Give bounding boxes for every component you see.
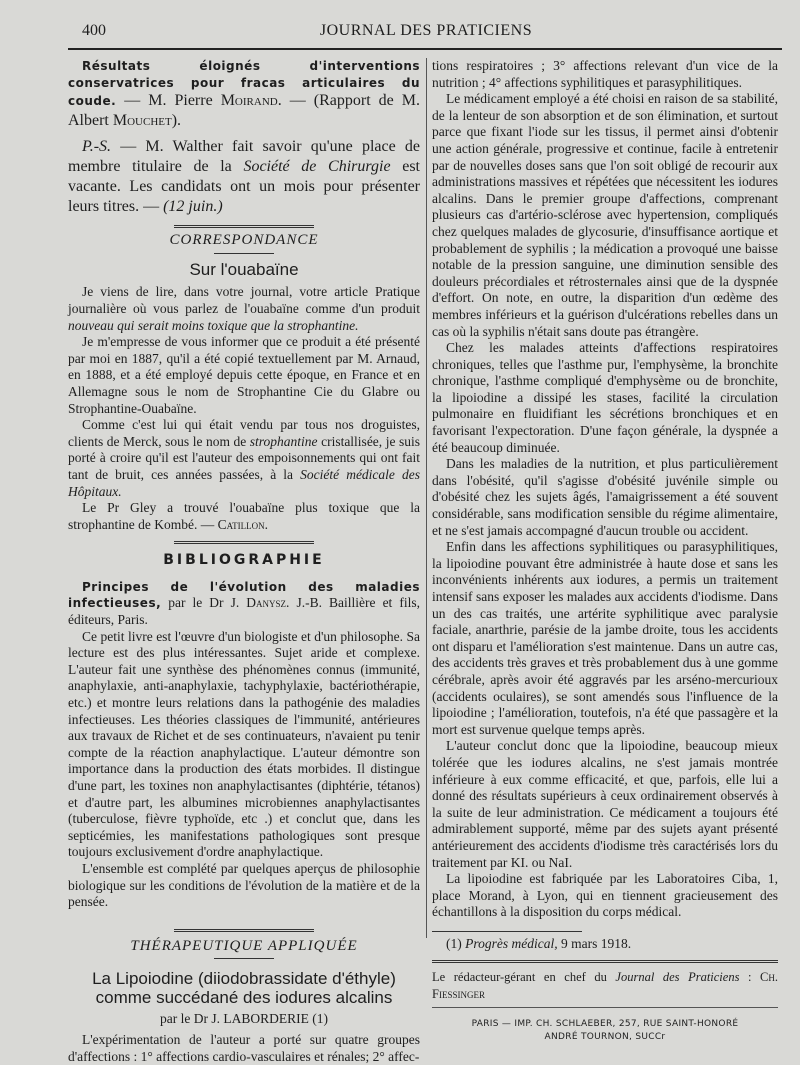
society-name: Société de Chirurgie <box>243 158 391 176</box>
lipoiodine-title: La Lipoiodine (diiodobrassidate d'éthyle) <box>92 969 396 989</box>
book-title: Principes de l'évolution des maladies infectieuses, <box>68 579 420 611</box>
result-entry: Résultats éloignés d'interventions conservatrices pour fracas articulaires du coude. — M. Pierre Moirand. — (Rapport de M. Albert Mouchet). <box>68 59 420 130</box>
biblio-p1: Ce petit livre est l'œuvre d'un biologiste et d'un philosophe. Sa lecture est des plus intéressantes. Sujet aride et complexe. L'auteur fait une synthèse des phénomènes connus (immunité, anaphylaxie, anti-anaphylaxie, tachyphylaxie, bactériothérapie, etc.) et montre leurs relations dans la pathogénie des maladies infectieuses. Les théories classiques de l'immunité, antérieures aux travaux de Richet et de ses continuateurs, n'avaient pu tenir compte de la réaction anaphylactique. L'auteur démontre son importance dans la production des états morbides. Il distingue d'une part, les toxines non anaphylactisantes (diphtérie, tétanos) et d'autre part, les albumines microbiennes anaphylactisantes (tuberculose, fièvre typhoïde, etc .) et conclut que, dans les septicémies, les manifestations pathologiques sont presque toujours exclusivement d'ordre anaphylactique. <box>68 628 420 860</box>
correspondance-heading: CORRESPONDANCE <box>169 232 319 249</box>
lipoiodine-p1: L'expérimentation de l'auteur a porté sur quatre groupes d'affections : 1° affections cardio-vasculaires et rénales; 2° affec- <box>68 1031 420 1064</box>
result-title: Résultats éloignés d'interventions conservatrices pour fracas articulaires du coude. <box>68 59 420 109</box>
imprint-line-2: ANDRÉ TOURNON, SUCCr <box>544 1031 666 1042</box>
page-number: 400 <box>82 22 106 39</box>
lipoiodine-p3: Chez les malades atteints d'affections respiratoires chroniques, telles que l'asthme pur, l'emphysème, la bronchite chronique, l'asthme compliqué d'emphysème ou de bronchite, la lipoiodine a dissipé les stases, facilité la circulation pulmonaire en fluidifiant les sécrétions bronchiques et en favorisant l'expectoration. D'une façon générale, la dyspnée a été beaucoup diminuée. <box>432 340 778 455</box>
left-column <box>68 58 420 1065</box>
editor-credit: Le rédacteur-gérant en chef du Journal des Praticiens : Ch. Fiessinger <box>432 970 778 1002</box>
header-rule <box>68 48 782 50</box>
biblio-p2: L'ensemble est complété par quelques aperçus de philosophie biologique sur les conditions de l'évolution de la matière et de la pensée. <box>68 860 420 910</box>
ouabaine-p4: Le Pr Gley a trouvé l'ouabaïne plus toxique que la strophantine de Kombé. — Catillon. <box>68 500 420 532</box>
lipoiodine-p4: Dans les maladies de la nutrition, et plus particulièrement dans l'obésité, qu'il s'agisse d'obésité juvénile simple ou d'obésité chez les sujets âgés, l'amaigrissement a été souvent considérable, sans modification sensible du régime alimentaire, et ne s'est jamais accompagné d'aucun trouble ou accident. <box>432 456 778 538</box>
lipoiodine-p1-cont: tions respiratoires ; 3° affections relevant d'un vice de la nutrition ; 4° affections syphilitiques et parasyphilitiques. <box>432 58 778 90</box>
signature: Catillon. <box>217 516 268 532</box>
ps-date: (12 juin.) <box>163 198 223 216</box>
result-reporter: Mouchet <box>112 112 172 130</box>
ouabaine-p3: Comme c'est lui qui était vendu par tous nos droguistes, clients de Merck, sous le nom de strophantine cristallisée, je suis porté à croire qu'il est l'auteur des empoisonnements qui ont fait tant de bruit, ces années passées, à la Société médicale des Hôpitaux. <box>68 417 420 499</box>
lipoiodine-p6: L'auteur conclut donc que la lipoiodine, beaucoup mieux tolérée que les iodures alcalins, ne s'est jamais montrée inférieure à eux comme efficacité, et que, parfois, elle lui a donné des résultats supérieurs à ceux ordinairement observés à la suite de leur administration. Ce médicament a toujours été admirablement supporté, même par des sujets ayant présenté antérieurement des accidents d'iodisme très caractérisés lors du traitement par KI. ou NaI. <box>432 738 778 870</box>
lipoiodine-p2: Le médicament employé a été choisi en raison de sa stabilité, de la lenteur de son absorption et de son élimination, et surtout parce que fixant l'iode sur les tissus, il permet ainsi d'obtenir une action générale, progressive et continue, facile à entretenir par de nouvelles doses sans que l'on soit obligé de recourir aux administrations massives et répétées que nécessitent les iodures alcalins. Dans le premier groupe d'affections, comprenant plusieurs cas d'artério-sclérose avec hypertension, compliqués chez quelques malades de glycosurie, d'insuffisance aortique et probablement de syphilis ; la médication a provoqué une baisse notable de la pression sanguine, une diminution sensible des douleurs précordiales et rétrosternales ainsi que de la dyspnée d'effort. On note, en outre, la disparition d'un œdème des membres inférieurs et la guérison d'ulcérations rebelles dans un cas où la syphilis n'était sans doute pas étrangère. <box>432 91 778 339</box>
book-reference: Principes de l'évolution des maladies infectieuses, par le Dr J. Danysz. J.-B. Baillière et fils, éditeurs, Paris. <box>68 579 420 628</box>
footnote: (1) Progrès médical, 9 mars 1918. <box>446 935 632 951</box>
ps-note: P.-S. — M. Walther fait savoir qu'une place de membre titulaire de la Société de Chirurgie est vacante. Les candidats ont un mois pour présenter leurs titres. — (12 juin.) <box>68 138 420 216</box>
lipoiodine-subtitle: comme succédané des iodures alcalins <box>95 988 393 1008</box>
result-author: Moirand <box>220 92 278 110</box>
right-column <box>432 58 778 1044</box>
lipoiodine-p5: Enfin dans les affections syphilitiques ou parasyphilitiques, la lipoiodine pouvant être administrée à haute dose et sans les inconvénients inhérents aux iodures, a permis un traitement intensif sans exposer les malades aux accidents d'iodisme. Dans un des cas traités, une artérite syphilitique avec paralysie faciale, anarthrie, parésie de la jambe droite, tous les accidents ont disparu et l'amélioration s'est maintenue. Dans un autre cas, des accidents très graves et très probablement dus à une gomme cérébrale, après avoir été aggravés par les arséno-mercurioux (accidents oculaires), se sont amendés sous l'influence de la lipoiodine ; l'amélioration, toutefois, n'a été que passagère et la mort est survenue quelque temps après. <box>432 539 778 737</box>
page-header <box>70 22 782 44</box>
ouabaine-title: Sur l'ouabaïne <box>189 259 299 279</box>
therapeutique-heading: THÉRAPEUTIQUE APPLIQUÉE <box>130 937 358 954</box>
lipoiodine-p7: La lipoiodine est fabriquée par les Laboratoires Ciba, 1, place Morand, à Lyon, qui en tiennent gracieusement des échantillons à la disposition du corps médical. <box>432 871 778 920</box>
ouabaine-p1: Je viens de lire, dans votre journal, votre article Pratique journalière où vous parlez de l'ouabaïne comme d'un produit nouveau qui serait moins toxique que la strophantine. <box>68 284 420 333</box>
imprint-line-1: PARIS — IMP. CH. SCHLAEBER, 257, RUE SAINT-HONORÉ <box>471 1018 739 1029</box>
lipoiodine-byline: par le Dr J. LABORDERIE (1) <box>160 1011 328 1027</box>
column-divider <box>426 58 427 938</box>
journal-title: JOURNAL DES PRATICIENS <box>319 22 533 39</box>
bibliographie-heading: BIBLIOGRAPHIE <box>163 552 325 569</box>
book-author: Danysz <box>246 595 287 611</box>
ouabaine-p2: Je m'empresse de vous informer que ce produit a été présenté par moi en 1887, qu'il a été copié textuellement par M. Arnaud, en 1888, et a été employé depuis cette époque, en France et en Allemagne sous le nom de Strophantine Cie du Glabre ou Strophantine-Ouabaïne. <box>68 334 420 416</box>
